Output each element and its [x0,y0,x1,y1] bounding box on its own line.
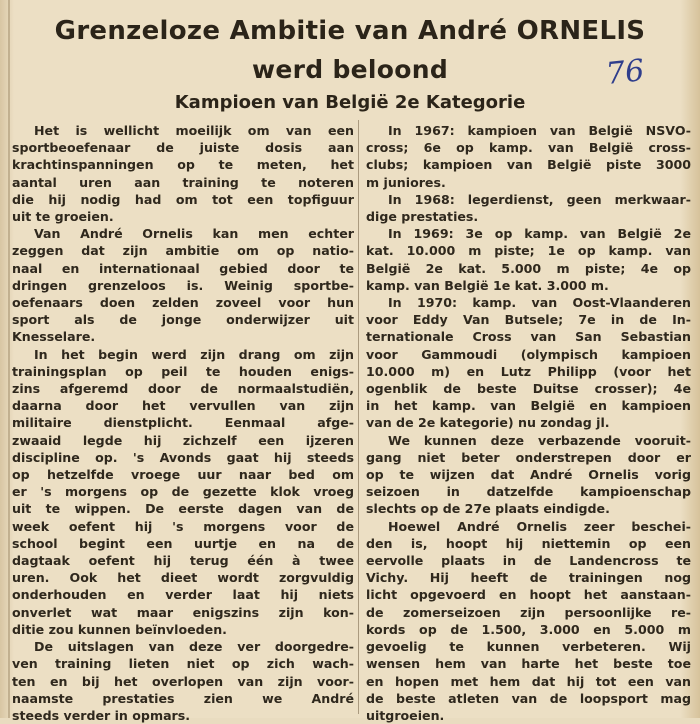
article-line: licht opgevoerd en hoopt het aanstaan- [366,587,691,603]
article-line: week oefent hij 's morgens voor de [12,518,354,534]
article-line: er 's morgens op de gezette klok vroeg [12,484,354,500]
article-line: Vichy. Hij heeft de trainingen nog [366,570,691,586]
article-line: de zomerseizoen zijn persoonlijke re- [366,604,691,620]
article-line: zins afgeremd door de normaalstudiën, [12,381,354,397]
article-line: onverlet wat maar enigszins zijn kon- [12,604,354,620]
article-line: cross; 6e op kamp. van België cross- [366,140,691,156]
article-line: oefenaars doen zelden zoveel voor hun [12,295,354,311]
article-line: den is, hoopt hij niettemin op een [366,535,691,551]
article-paragraph [366,432,691,518]
article-line: uit te groeien. [12,209,114,225]
article-line: op te wijzen dat André Ornelis vorig [366,467,691,483]
article-line: sport als de jonge onderwijzer uit [12,312,354,328]
article-line: uren. Ook het dieet wordt zorgvuldig [12,570,354,586]
article-line: zwaaid legde hij zichzelf een ijzeren [12,432,354,448]
article-line: seizoen in datzelfde kampioenschap [366,484,691,500]
article-line: gevoelig te kunnen verbeteren. Wij [366,639,691,655]
article-line: België 2e kat. 5.000 m piste; 4e op [366,260,691,276]
article-paragraph [366,294,691,432]
article-line: In 1969: 3e op kamp. van België 2e [388,226,691,242]
article-paragraph [366,518,691,724]
article-line: van de 2e kategorie) nu zondag jl. [366,415,610,431]
right-column [366,122,691,724]
article-line: Knesselare. [12,329,96,345]
subheadline: Kampioen van België 2e Kategorie [174,92,526,113]
column-divider [358,120,359,714]
article-paragraph [366,225,691,294]
article-line: ditie zou kunnen beïnvloeden. [12,621,227,637]
article-line: dige prestaties. [366,209,479,225]
article-line: ten en bij het overlopen van zijn voor- [12,673,354,689]
article-line: kat. 10.000 m piste; 1e op kamp. van [366,243,691,259]
article-line: kords op de 1.500, 3.000 en 5.000 m [366,621,691,637]
article-line: militaire dienstplicht. Eenmaal afge- [12,415,354,431]
article-line: In 1968: legerdienst, geen merkwaar- [388,191,691,207]
article-line: zeggen dat zijn ambitie om op natio- [12,243,354,259]
article-line: In 1970: kamp. van Oost-Vlaanderen [388,295,691,311]
article-paragraph [366,191,691,225]
article-line: dringen grenzeloos is. Weinig sportbe- [12,277,354,293]
article-line: voor Gammoudi (olympisch kampioen [366,346,691,362]
article-line: naal en internationaal gebied door te [12,260,354,276]
article-line: voor Eddy Van Butsele; 7e in de In- [366,312,691,328]
article-line: clubs; kampioen van België piste 3000 [366,157,691,173]
headline-line-2: werd beloond [251,55,449,84]
article-paragraph [366,122,691,191]
left-column [12,122,354,724]
article-line: de beste atleten van de loopsport mag [366,690,691,706]
article-line: In 1967: kampioen van België NSVO- [388,123,691,138]
article-paragraph [12,346,354,638]
article-line: eervolle plaats in de Landencross te [366,553,691,569]
article-line: kamp. van België 1e kat. 3.000 m. [366,277,609,293]
article-line: daarna door het vervullen van zijn [12,398,354,414]
article-line: trainingsplan op peil te houden enigs- [12,363,354,379]
handwritten-mark: 76 [604,53,646,92]
article-line: die hij nodig had om tot een topfiguur [12,191,354,207]
article-line: sportbeoefenaar de juiste dosis aan [12,140,354,156]
headline-line-1: Grenzeloze Ambitie van André ORNELIS [54,16,646,46]
article-line: dagtaak oefent hij terug één à twee [12,553,354,569]
article-line: Van André Ornelis kan men echter [34,226,354,242]
article-line: In het begin werd zijn drang om zijn [34,346,354,362]
article-line: 10.000 m) en Lutz Philipp (voor het [366,363,691,379]
article-line: steeds verder in opmars. [12,707,191,723]
article-line: We kunnen deze verbazende vooruit- [388,432,691,448]
article-line: naamste prestaties zien we André [12,690,354,706]
article-line: krachtinspanningen op te meten, het [12,157,354,173]
article-line: aantal uren aan training te noteren [12,174,354,190]
article-line: ternationale Cross van San Sebastian [366,329,691,345]
article-line: in het kamp. van België en kampioen [366,398,691,414]
article-line: onderhouden en verder laat hij niets [12,587,354,603]
article-line: uitgroeien. [366,707,445,723]
article-line: ven training lieten niet op zich wach- [12,656,354,672]
article-line: discipline op. 's Avonds gaat hij steeds [12,449,354,465]
article-line: slechts op de 27e plaats eindigde. [366,501,610,517]
article-paragraph [12,225,354,345]
article-line: gang niet beter onderstrepen door er [366,449,691,465]
article-paragraph [12,122,354,225]
article-line: school begint een uurtje en na de [12,535,354,551]
article-line: m juniores. [366,174,446,190]
article-line: ogenblik de beste Duitse crosser); 4e [366,381,691,397]
article-line: op hetzelfde vroege uur naar bed om [12,467,354,483]
article-line: en hopen met hem dat hij tot een van [366,673,691,689]
article-line: Het is wellicht moeilijk om van een [34,123,354,138]
article-line: uit te wippen. De eerste dagen van de [12,501,354,517]
article-line: Hoewel André Ornelis zeer beschei- [388,518,691,534]
article-line: wensen hem van harte het beste toe [366,656,691,672]
article-paragraph [12,638,354,724]
article-line: De uitslagen van deze ver doorgedre- [34,639,354,655]
